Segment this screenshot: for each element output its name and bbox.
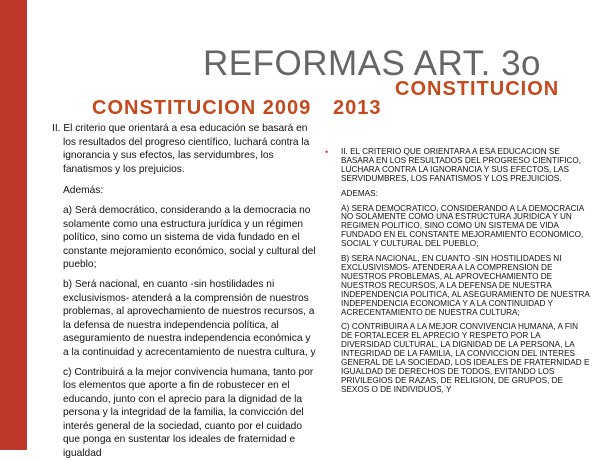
right-bullet-row bbox=[322, 148, 590, 184]
accent-bar bbox=[0, 0, 27, 450]
right-item-c: C) CONTRIBUIRA A LA MEJOR CONVIVENCIA HUMANA, A FIN DE FORTALECER EL APRECIO Y RESPETO POR LA DIVERSIDAD CULTURAL, LA DIGNIDAD DE LA PERSONA, LA INTEGRIDAD DE LA FAMILIA, LA CONVICCION DEL INTERES GENERAL DE LA SOCIEDAD, LOS IDEALES DE FRATERNIDAD E IGUALDAD DE DERECHOS DE TODOS, EVITANDO LOS PRIVILEGIOS DE RAZAS, DE RELIGION, DE GRUPOS, DE SEXOS O DE INDIVIDUOS, Y bbox=[341, 322, 590, 394]
right-column-2013-text bbox=[322, 148, 590, 450]
right-item-b: B) SERA NACIONAL, EN CUANTO -SIN HOSTILIDADES NI EXCLUSIVISMOS- ATENDERA A LA COMPRENSION DE NUESTROS PROBLEMAS, AL APROVECHAMIENTO DE NUESTROS RECURSOS, A LA DEFENSA DE NUESTRA INDEPENDENCIA POLITICA, AL ASEGURAMIENTO DE NUESTRA INDEPENDENCIA ECONOMICA Y A LA CONTINUIDAD Y ACRECENTAMIENTO DE NUESTRA CULTURA; bbox=[341, 254, 590, 317]
slide-title: REFORMAS ART. 3o bbox=[203, 44, 542, 83]
right-item-a: A) SERA DEMOCRATICO, CONSIDERANDO A LA DEMOCRACIA NO SOLAMENTE COMO UNA ESTRUCTURA JURIDICA Y UN REGIMEN POLITICO, SINO COMO UN SISTEMA DE VIDA FUNDADO EN EL CONSTANTE MEJORAMIENTO ECONOMICO, SOCIAL Y CULTURAL DEL PUEBLO; bbox=[341, 203, 584, 249]
right-ademas: ADEMAS: bbox=[341, 188, 378, 198]
left-item-c: c) Contribuirá a la mejor convivencia humana, tanto por los elementos que aporte a fin de robustecer en el educando, junto con el aprecio para la dignidad de la persona y la integridad de la familia, la convicción del interés general de la sociedad, cuanto por el cuidado que ponga en sustentar los ideales de fraternidad e igualdad bbox=[63, 366, 314, 460]
heading-2013-year: 2013 bbox=[333, 97, 382, 119]
left-intro: II. El criterio que orientará a esa educación se basará en los resultados del progreso científico, luchará contra la ignorancia y sus efectos, las servidumbres, los fanatismos y los prejuicios. bbox=[52, 123, 310, 175]
heading-constitucion-2013-word: CONSTITUCION bbox=[395, 78, 560, 100]
left-ademas: Además: bbox=[63, 185, 104, 197]
heading-constitucion-2009: CONSTITUCION 2009 bbox=[92, 97, 312, 119]
right-intro: II. EL CRITERIO QUE ORIENTARA A ESA EDUCACION SE BASARA EN LOS RESULTADOS DEL PROGRESO CIENTIFICO, LUCHARA CONTRA LA IGNORANCIA Y SUS EFECTOS, LAS SERVIDUMBRES, LOS FANATISMOS Y LOS PREJUICIOS. bbox=[341, 147, 582, 183]
left-item-a: a) Será democrático, considerando a la democracia no solamente como una estructura jurídica y un régimen político, sino como un sistema de vida fundado en el constante mejoramiento económico, social y cultural del pueblo; bbox=[63, 204, 316, 271]
bullet-icon: • bbox=[325, 147, 329, 157]
left-item-b: b) Será nacional, en cuanto -sin hostilidades ni exclusivismos- atenderá a la comprensión de nuestros problemas, al aprovechamiento de nuestros recursos, a la defensa de nuestra independencia política, al aseguramiento de nuestra independencia económica y a la continuidad y acrecentamiento de nuestra cultura, y bbox=[63, 278, 316, 358]
left-column-2009-text bbox=[52, 122, 317, 460]
